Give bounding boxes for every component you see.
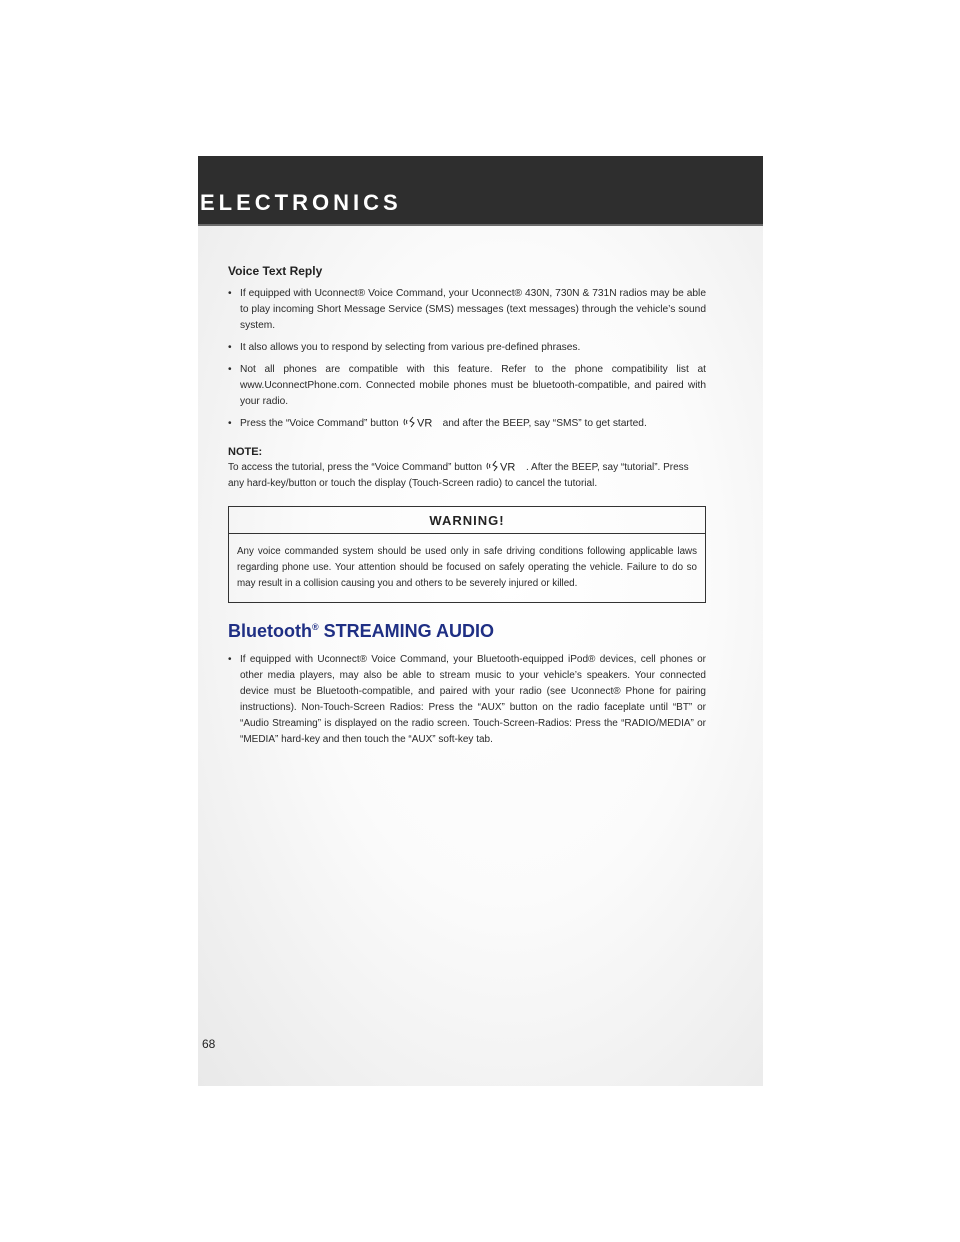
list-item-text: If equipped with Uconnect® Voice Command, your Uconnect® 430N, 730N & 731N radios may be able to play incoming Short Message Service (SMS) messages (text messages) through the vehicle’s sound system. bbox=[240, 288, 706, 331]
manual-page bbox=[198, 156, 763, 1086]
streaming-audio-heading bbox=[228, 621, 706, 642]
note-text-part: . After the BEEP, say “tutorial”. Press any hard-key/button or touch the display (Touch-Screen radio) to cancel the tutorial. bbox=[228, 462, 689, 489]
voice-command-icon bbox=[403, 416, 439, 428]
page-section-title: ELECTRONICS bbox=[200, 190, 402, 215]
voice-command-icon bbox=[486, 460, 522, 472]
note-label: NOTE: bbox=[228, 446, 263, 458]
warning-title: WARNING! bbox=[229, 507, 705, 534]
voice-text-reply-heading: Voice Text Reply bbox=[228, 264, 323, 278]
heading-rest: STREAMING AUDIO bbox=[318, 621, 494, 641]
content bbox=[228, 264, 706, 748]
bullet-dot: • bbox=[228, 364, 232, 375]
list-item bbox=[228, 416, 706, 432]
list-item-text: and after the BEEP, say “SMS” to get started. bbox=[442, 418, 647, 429]
bullet-dot: • bbox=[228, 288, 232, 299]
bullet-dot: • bbox=[228, 418, 232, 429]
voice-text-reply-list bbox=[228, 286, 706, 432]
header-divider bbox=[198, 224, 763, 226]
list-item bbox=[228, 652, 706, 748]
warning-body: Any voice commanded system should be used only in safe driving conditions following applicable laws regarding phone use. Your attention should be focused on safely operating the vehicle. Failure to do so may result in a collision causing you and others to be severely injured or killed. bbox=[237, 546, 697, 589]
list-item bbox=[228, 362, 706, 410]
note-text bbox=[228, 460, 706, 492]
list-item-text: It also allows you to respond by selecting from various pre-defined phrases. bbox=[240, 342, 581, 353]
svg-text:VR: VR bbox=[500, 461, 516, 472]
warning-box bbox=[228, 506, 706, 603]
heading-brand: Bluetooth bbox=[228, 621, 312, 641]
note-text-part: To access the tutorial, press the “Voice Command” button bbox=[228, 462, 483, 473]
list-item-text: Press the “Voice Command” button bbox=[240, 418, 399, 429]
bullet-dot: • bbox=[228, 654, 232, 665]
list-item bbox=[228, 286, 706, 334]
svg-text:VR: VR bbox=[416, 417, 432, 428]
header-bar bbox=[198, 156, 763, 224]
page-number: 68 bbox=[202, 1037, 216, 1051]
heading-registered-mark: ® bbox=[311, 622, 319, 632]
bullet-dot: • bbox=[228, 342, 232, 353]
list-item-text: If equipped with Uconnect® Voice Command, your Bluetooth-equipped iPod® devices, cell phones or other media players, may also be able to stream music to your vehicle’s speakers. Your connected device must be Bluetooth-compatible, and paired with your radio (see Uconnect® Phone for pairing instructions). Non-Touch-Screen Radios: Press the “AUX” button on the radio faceplate until “BT” or “Audio Streaming” is displayed on the radio screen. Touch-Screen-Radios: Press the “RADIO/MEDIA” or “MEDIA” hard-key and then touch the “AUX” soft-key tab. bbox=[240, 654, 706, 745]
list-item-text: Not all phones are compatible with this feature. Refer to the phone compatibility list at www.UconnectPhone.com. Connected mobile phones must be bluetooth-compatible, and paired with your radio. bbox=[240, 364, 706, 407]
list-item bbox=[228, 340, 706, 356]
